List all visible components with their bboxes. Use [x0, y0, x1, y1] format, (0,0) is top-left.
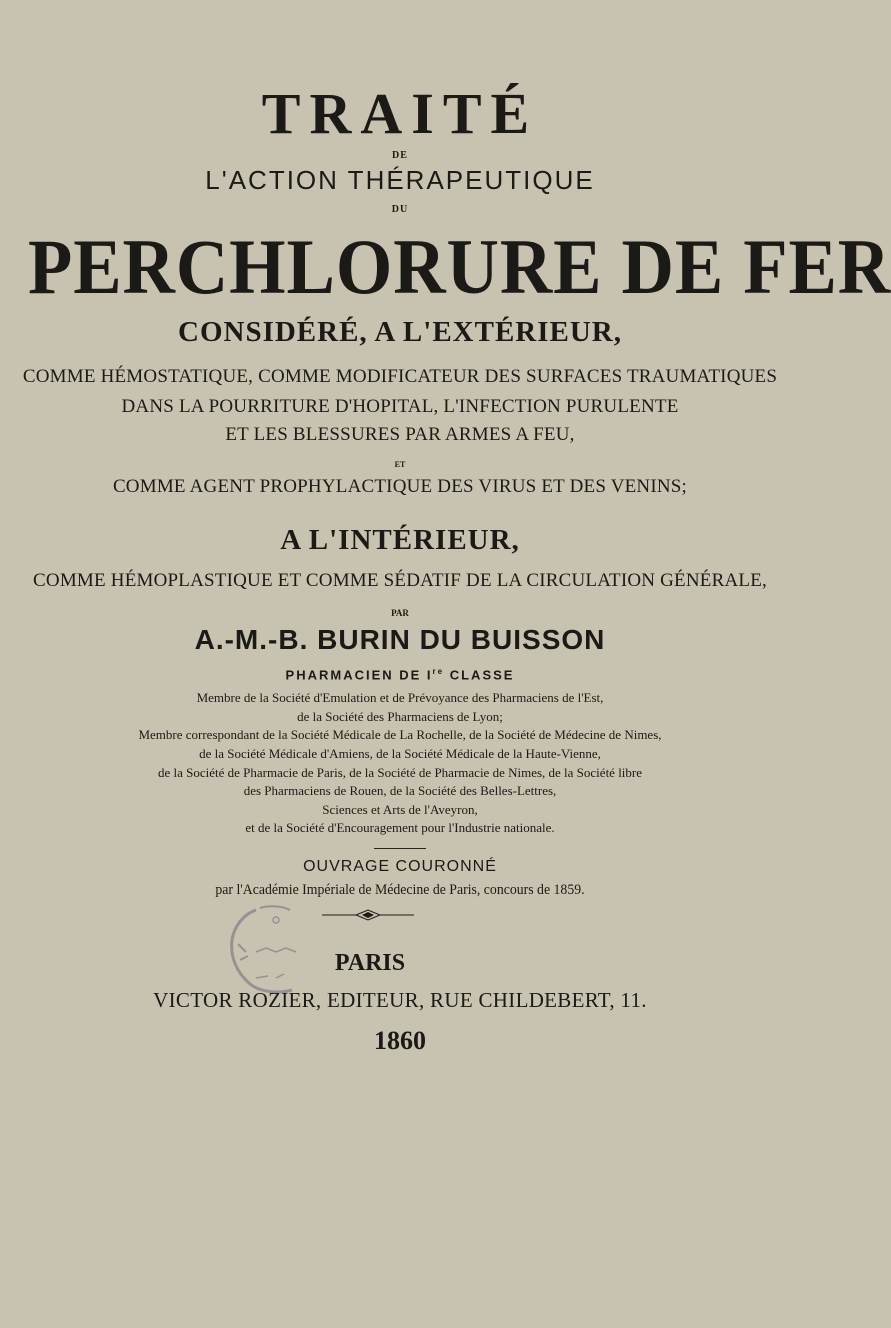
interieur-heading: A L'INTÉRIEUR,	[280, 524, 520, 556]
description-line-4: COMME AGENT PROPHYLACTIQUE DES VIRUS ET DES VENINS;	[112, 476, 688, 497]
imprint-publisher: VICTOR ROZIER, EDITEUR, RUE CHILDEBERT, 11.	[153, 988, 647, 1012]
membership-line: Membre correspondant de la Société Médicale de La Rochelle, de la Société de Médecine de Nimes,	[138, 727, 662, 742]
subject-title: PERCHLORURE DE FER	[28, 223, 891, 310]
author-connector-par: PAR	[391, 608, 409, 618]
description-line-3: ET LES BLESSURES PAR ARMES A FEU,	[225, 424, 575, 445]
author-title-sup: re	[432, 667, 445, 676]
membership-line: de la Société Médicale d'Amiens, de la Société Médicale de la Haute-Vienne,	[199, 746, 601, 761]
author-name: A.-M.-B. BURIN DU BUISSON	[194, 624, 606, 655]
title-connector-du: DU	[391, 204, 409, 215]
ornament-divider-icon	[320, 909, 416, 921]
membership-line: Membre de la Société d'Emulation et de Prévoyance des Pharmaciens de l'Est,	[196, 690, 604, 705]
description-connector-et: ET	[394, 460, 406, 469]
description-line-5: COMME HÉMOPLASTIQUE ET COMME SÉDATIF DE LA CIRCULATION GÉNÉRALE,	[33, 570, 767, 591]
membership-line: de la Société des Pharmaciens de Lyon;	[297, 709, 503, 724]
subtitle: L'ACTION THÉRAPEUTIQUE	[205, 165, 595, 195]
divider-rule	[374, 848, 426, 849]
title-connector-de: DE	[392, 150, 408, 161]
membership-line: et de la Société d'Encouragement pour l'Industrie nationale.	[245, 820, 555, 835]
imprint-city: PARIS	[334, 950, 406, 976]
award-heading: OUVRAGE COURONNÉ	[303, 858, 497, 875]
library-stamp-icon	[226, 904, 322, 996]
author-title-suffix: CLASSE	[444, 667, 515, 683]
description-line-1: COMME HÉMOSTATIQUE, COMME MODIFICATEUR DES SURFACES TRAUMATIQUES	[22, 366, 778, 387]
exterieur-heading: CONSIDÉRÉ, A L'EXTÉRIEUR,	[178, 316, 622, 348]
membership-line: Sciences et Arts de l'Aveyron,	[322, 802, 478, 817]
membership-line: de la Société de Pharmacie de Paris, de la Société de Pharmacie de Nimes, de la Société libre	[157, 765, 643, 780]
description-line-2: DANS LA POURRITURE D'HOPITAL, L'INFECTION PURULENTE	[121, 396, 679, 417]
imprint-year: 1860	[374, 1026, 426, 1055]
award-detail: par l'Académie Impériale de Médecine de Paris, concours de 1859.	[215, 882, 585, 898]
membership-line: des Pharmaciens de Rouen, de la Société des Belles-Lettres,	[243, 783, 557, 798]
author-title-prefix: PHARMACIEN DE I	[285, 667, 433, 683]
author-title	[0, 667, 800, 682]
main-title: TRAITÉ	[261, 81, 539, 146]
